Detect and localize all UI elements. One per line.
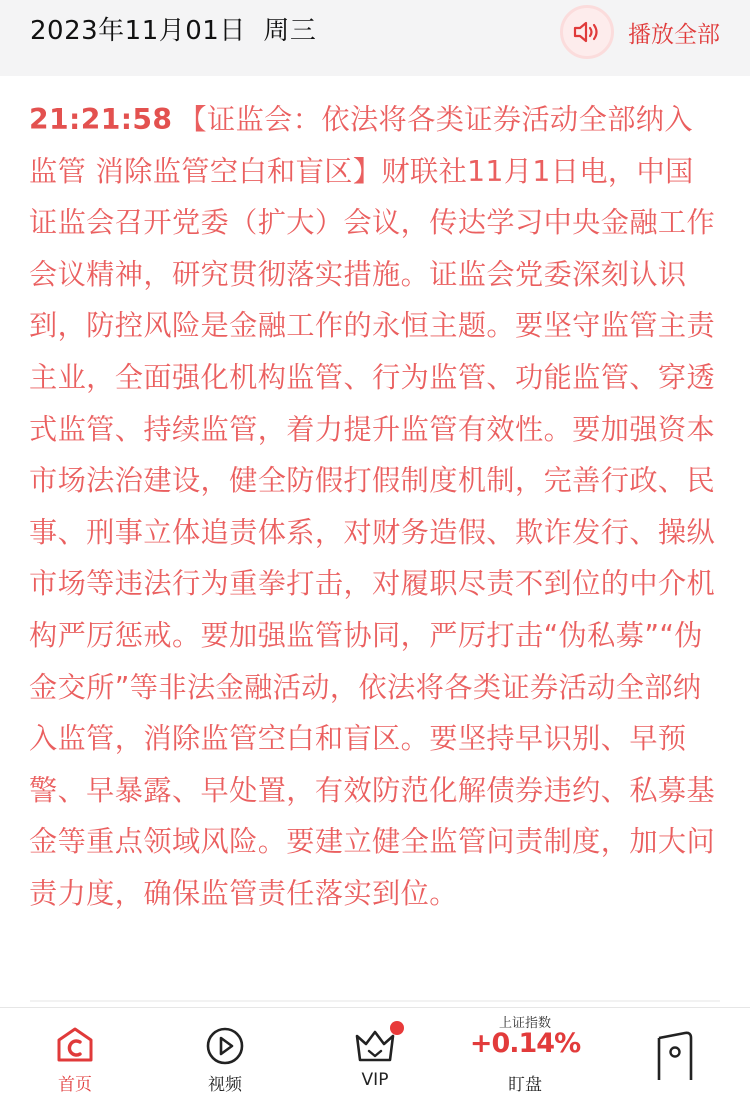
tab-market-watch[interactable] — [450, 1008, 600, 1107]
index-change: +0.14% — [469, 1028, 581, 1059]
next-item-hint — [30, 1000, 720, 1002]
tab-profile[interactable] — [600, 1008, 750, 1107]
tab-vip[interactable] — [300, 1008, 450, 1107]
speaker-icon[interactable] — [560, 5, 614, 59]
bottom-tab-bar — [0, 1007, 750, 1107]
news-article — [29, 94, 719, 920]
date-header — [0, 0, 750, 76]
tab-market-watch-label[interactable]: 盯盘 — [508, 1075, 542, 1095]
play-all-label[interactable]: 播放全部 — [628, 21, 720, 48]
video-play-icon — [205, 1026, 245, 1070]
index-name: 上证指数 — [498, 1016, 551, 1031]
tab-video-label[interactable]: 视频 — [208, 1075, 242, 1095]
tab-home-label[interactable]: 首页 — [58, 1075, 92, 1095]
tab-home[interactable] — [0, 1008, 150, 1107]
news-body: 【证监会：依法将各类证券活动全部纳入监管 消除监管空白和盲区】财联社11月1日电，中国证监会召开党委（扩大）会议，传达学习中央金融工作会议精神，研究贯彻落实措施。证监会党委深刻认识到，防控风险是金融工作的永恒主题。要坚守监管主责主业，全面强化机构监管、行为监管、功能监管、穿透式监管、持续监管，着力提升监管有效性。要加强资本市场法治建设，健全防假打假制度机制，完善行政、民事、刑事立体追责体系，对财务造假、欺诈发行、操纵市场等违法行为重拳打击，对履职尽责不到位的中介机构严厉惩戒。要加强监管协同，严厉打击“伪私募”“伪金交所”等非法金融活动，依法将各类证券活动全部纳入监管，消除监管空白和盲区。要坚持早识别、早预警、早暴露、早处置，有效防范化解债券违约、私募基金等重点领域风险。要建立健全监管问责制度，加大问责力度，确保监管责任落实到位。 — [29, 103, 716, 910]
news-time: 21:21:58 — [29, 103, 173, 136]
profile-card-icon — [655, 1030, 695, 1084]
play-all-button[interactable] — [560, 8, 720, 56]
tab-vip-label[interactable]: VIP — [361, 1070, 389, 1090]
tab-video[interactable] — [150, 1008, 300, 1107]
crown-icon — [353, 1026, 397, 1070]
home-icon — [55, 1026, 95, 1068]
notification-dot — [390, 1021, 404, 1035]
date-text: 2023年11月01日 — [30, 16, 246, 46]
weekday-text: 周三 — [263, 16, 317, 46]
date-label — [30, 13, 316, 49]
